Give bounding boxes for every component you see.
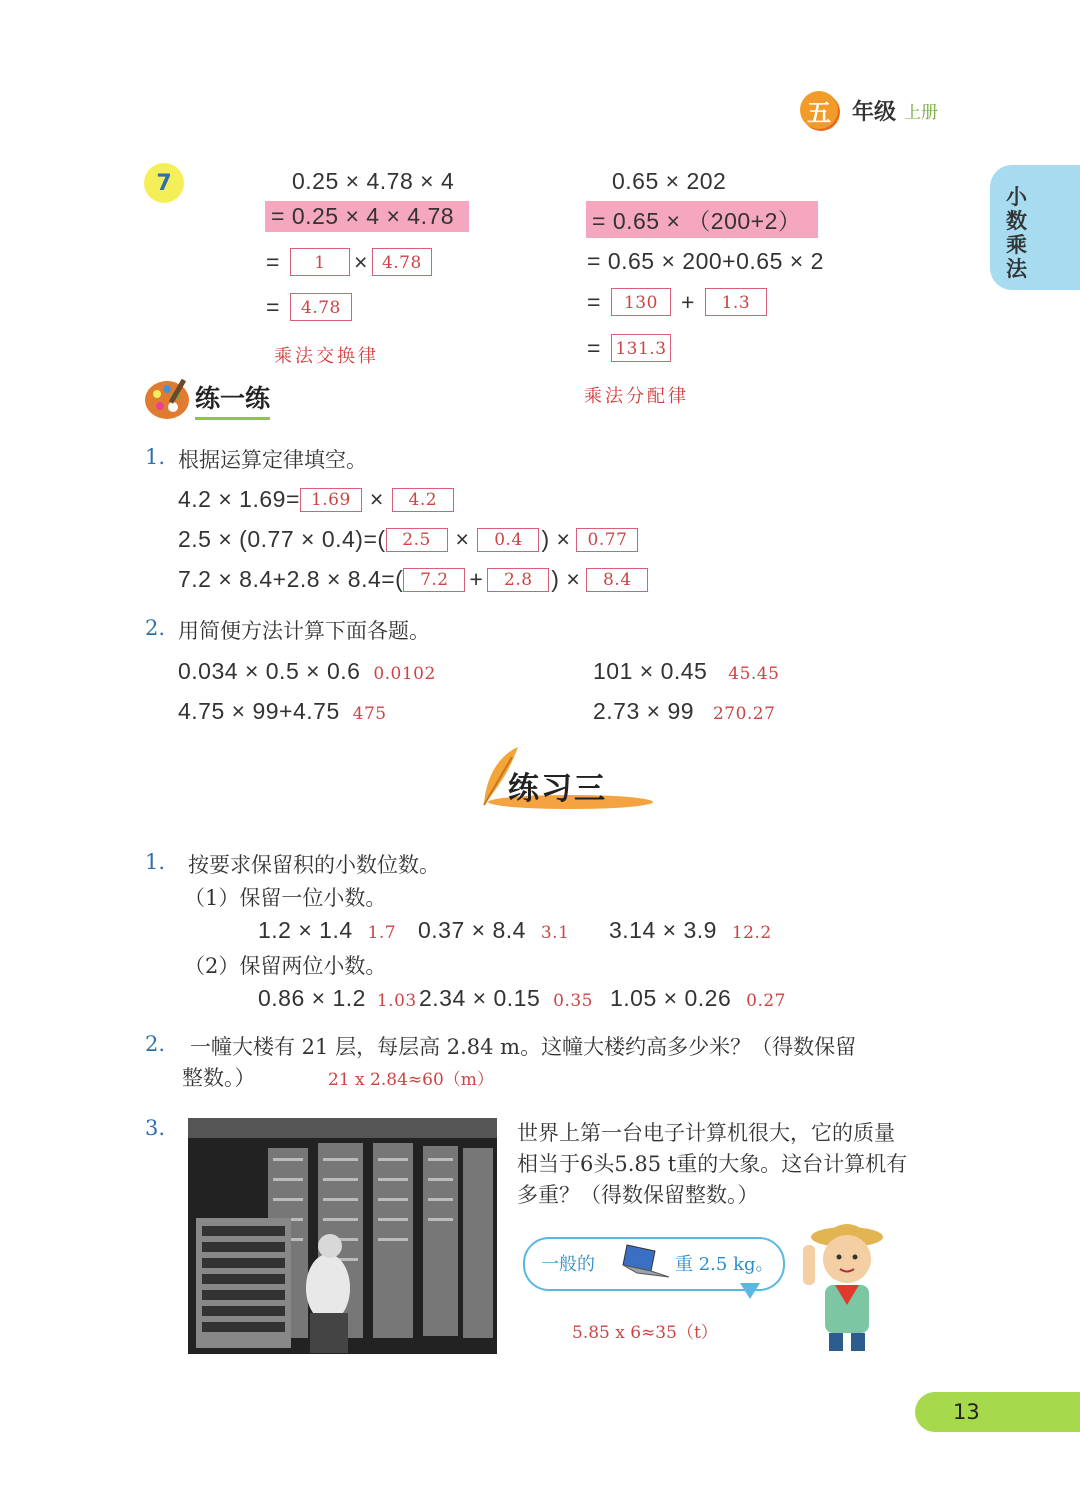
answer-box: 131.3 xyxy=(611,334,671,362)
example-number-badge: 7 xyxy=(144,163,184,203)
exercise-q1-sub2: （2）保留两位小数。 xyxy=(184,954,387,978)
exercise-q1-text: 按要求保留积的小数位数。 xyxy=(188,853,440,877)
highlighted-step: = 0.65 × （200+2） xyxy=(586,201,818,238)
example-right-line5: = 131.3 xyxy=(587,334,671,362)
practice-q1-row1: 4.2 × 1.69= 1.69 × 4.2 xyxy=(178,486,454,513)
highlighted-step: = 0.25 × 4 × 4.78 xyxy=(265,201,469,232)
exercise-q1-sub1-item: 1.2 × 1.4 1.7 xyxy=(258,917,397,943)
exercise-q1-sub2-item: 0.86 × 1.2 1.03 xyxy=(258,985,417,1011)
exercise-q3-answer: 5.85 x 6≈35（t） xyxy=(572,1323,718,1343)
answer-box: 1 xyxy=(290,248,350,276)
chapter-side-tab xyxy=(990,165,1080,290)
answer-box: 0.77 xyxy=(576,528,638,552)
commutative-law-label: 乘法交换律 xyxy=(274,346,379,367)
example-left-line4: = 4.78 xyxy=(266,293,352,321)
answer-box: 1.3 xyxy=(705,288,767,316)
example-right-line3: = 0.65 × 200+0.65 × 2 xyxy=(587,248,824,274)
practice-q2-item: 4.75 × 99+4.75 475 xyxy=(178,698,387,724)
answer-box: 4.2 xyxy=(392,488,454,512)
volume-text: 上册 xyxy=(904,102,939,123)
computer-photo-illustration xyxy=(188,1118,497,1354)
exercise-q3-line2: 相当于6头5.85 t重的大象。这台计算机有 xyxy=(517,1152,908,1176)
practice-q1-number: 1. xyxy=(145,445,166,469)
bubble-text-left: 一般的 xyxy=(541,1254,595,1275)
example-right-line2 xyxy=(586,201,818,238)
boy-illustration xyxy=(795,1215,895,1355)
practice-header xyxy=(143,374,270,424)
answer-box: 0.4 xyxy=(477,528,539,552)
chapter-side-tab-text: 小数乘法 xyxy=(1006,185,1027,281)
page-number-tab xyxy=(915,1392,1080,1432)
answer-box: 4.78 xyxy=(290,293,352,321)
answer-box: 2.5 xyxy=(386,528,448,552)
practice-q2-item: 0.034 × 0.5 × 0.6 0.0102 xyxy=(178,658,436,684)
exercise-q2-number: 2. xyxy=(145,1032,166,1056)
page-number: 13 xyxy=(953,1400,980,1424)
grade-text: 年级 xyxy=(852,99,897,125)
answer-box: 2.8 xyxy=(487,568,549,592)
practice-q1-row3: 7.2 × 8.4+2.8 × 8.4=( 7.2 + 2.8 ) × 8.4 xyxy=(178,566,648,593)
answer-box: 130 xyxy=(611,288,671,316)
example-left-line1: 0.25 × 4.78 × 4 xyxy=(292,168,455,194)
example-left-line3: = 1 × 4.78 xyxy=(266,248,432,276)
exercise-q1-sub1-item: 0.37 × 8.4 3.1 xyxy=(418,917,570,943)
eniac-photo xyxy=(188,1118,497,1354)
practice-q1-text: 根据运算定律填空。 xyxy=(178,448,367,472)
exercise-q1-sub1-item: 3.14 × 3.9 12.2 xyxy=(609,917,772,943)
exercise-q1-sub1: （1）保留一位小数。 xyxy=(184,886,387,910)
laptop-icon xyxy=(615,1243,671,1283)
distributive-law-label: 乘法分配律 xyxy=(584,386,689,407)
bubble-tail xyxy=(740,1283,760,1299)
exercise-q2-line1: 一幢大楼有 21 层，每层高 2.84 m。这幢大楼约高多少米？（得数保留 xyxy=(190,1035,857,1059)
exercise-q2-answer: 21 x 2.84≈60（m） xyxy=(328,1070,494,1090)
grade-header xyxy=(800,88,938,132)
answer-box: 1.69 xyxy=(300,488,362,512)
exercise-q3-line1: 世界上第一台电子计算机很大，它的质量 xyxy=(517,1121,895,1145)
practice-q2-item: 101 × 0.45 45.45 xyxy=(593,658,780,684)
example-right-line4: = 130 + 1.3 xyxy=(587,288,767,316)
exercise-q1-sub2-item: 2.34 × 0.15 0.35 xyxy=(419,985,593,1011)
grade-badge: 五 xyxy=(800,91,838,129)
answer-box: 8.4 xyxy=(586,568,648,592)
practice-title: 练一练 xyxy=(195,379,270,420)
example-left-line2 xyxy=(265,201,469,232)
practice-q2-text: 用简便方法计算下面各题。 xyxy=(178,619,430,643)
practice-q2-number: 2. xyxy=(145,616,166,640)
bubble-text-right: 重 2.5 kg。 xyxy=(675,1254,774,1275)
speech-bubble xyxy=(523,1237,785,1291)
practice-q2-item: 2.73 × 99 270.27 xyxy=(593,698,776,724)
exercise-q2-line2: 整数。） xyxy=(182,1066,256,1090)
exercise-q1-sub2-item: 1.05 × 0.26 0.27 xyxy=(610,985,786,1011)
exercise-title: 练习三 xyxy=(508,771,607,807)
example-right-line1: 0.65 × 202 xyxy=(612,168,727,194)
practice-q1-row2: 2.5 × (0.77 × 0.4)=( 2.5 × 0.4 ) × 0.77 xyxy=(178,526,638,553)
exercise-header xyxy=(478,745,658,817)
exercise-q1-number: 1. xyxy=(145,850,166,874)
palette-icon xyxy=(143,374,193,424)
answer-box: 7.2 xyxy=(403,568,465,592)
answer-box: 4.78 xyxy=(372,248,432,276)
exercise-q3-line3: 多重？（得数保留整数。） xyxy=(517,1183,759,1207)
exercise-q3-number: 3. xyxy=(145,1116,166,1140)
